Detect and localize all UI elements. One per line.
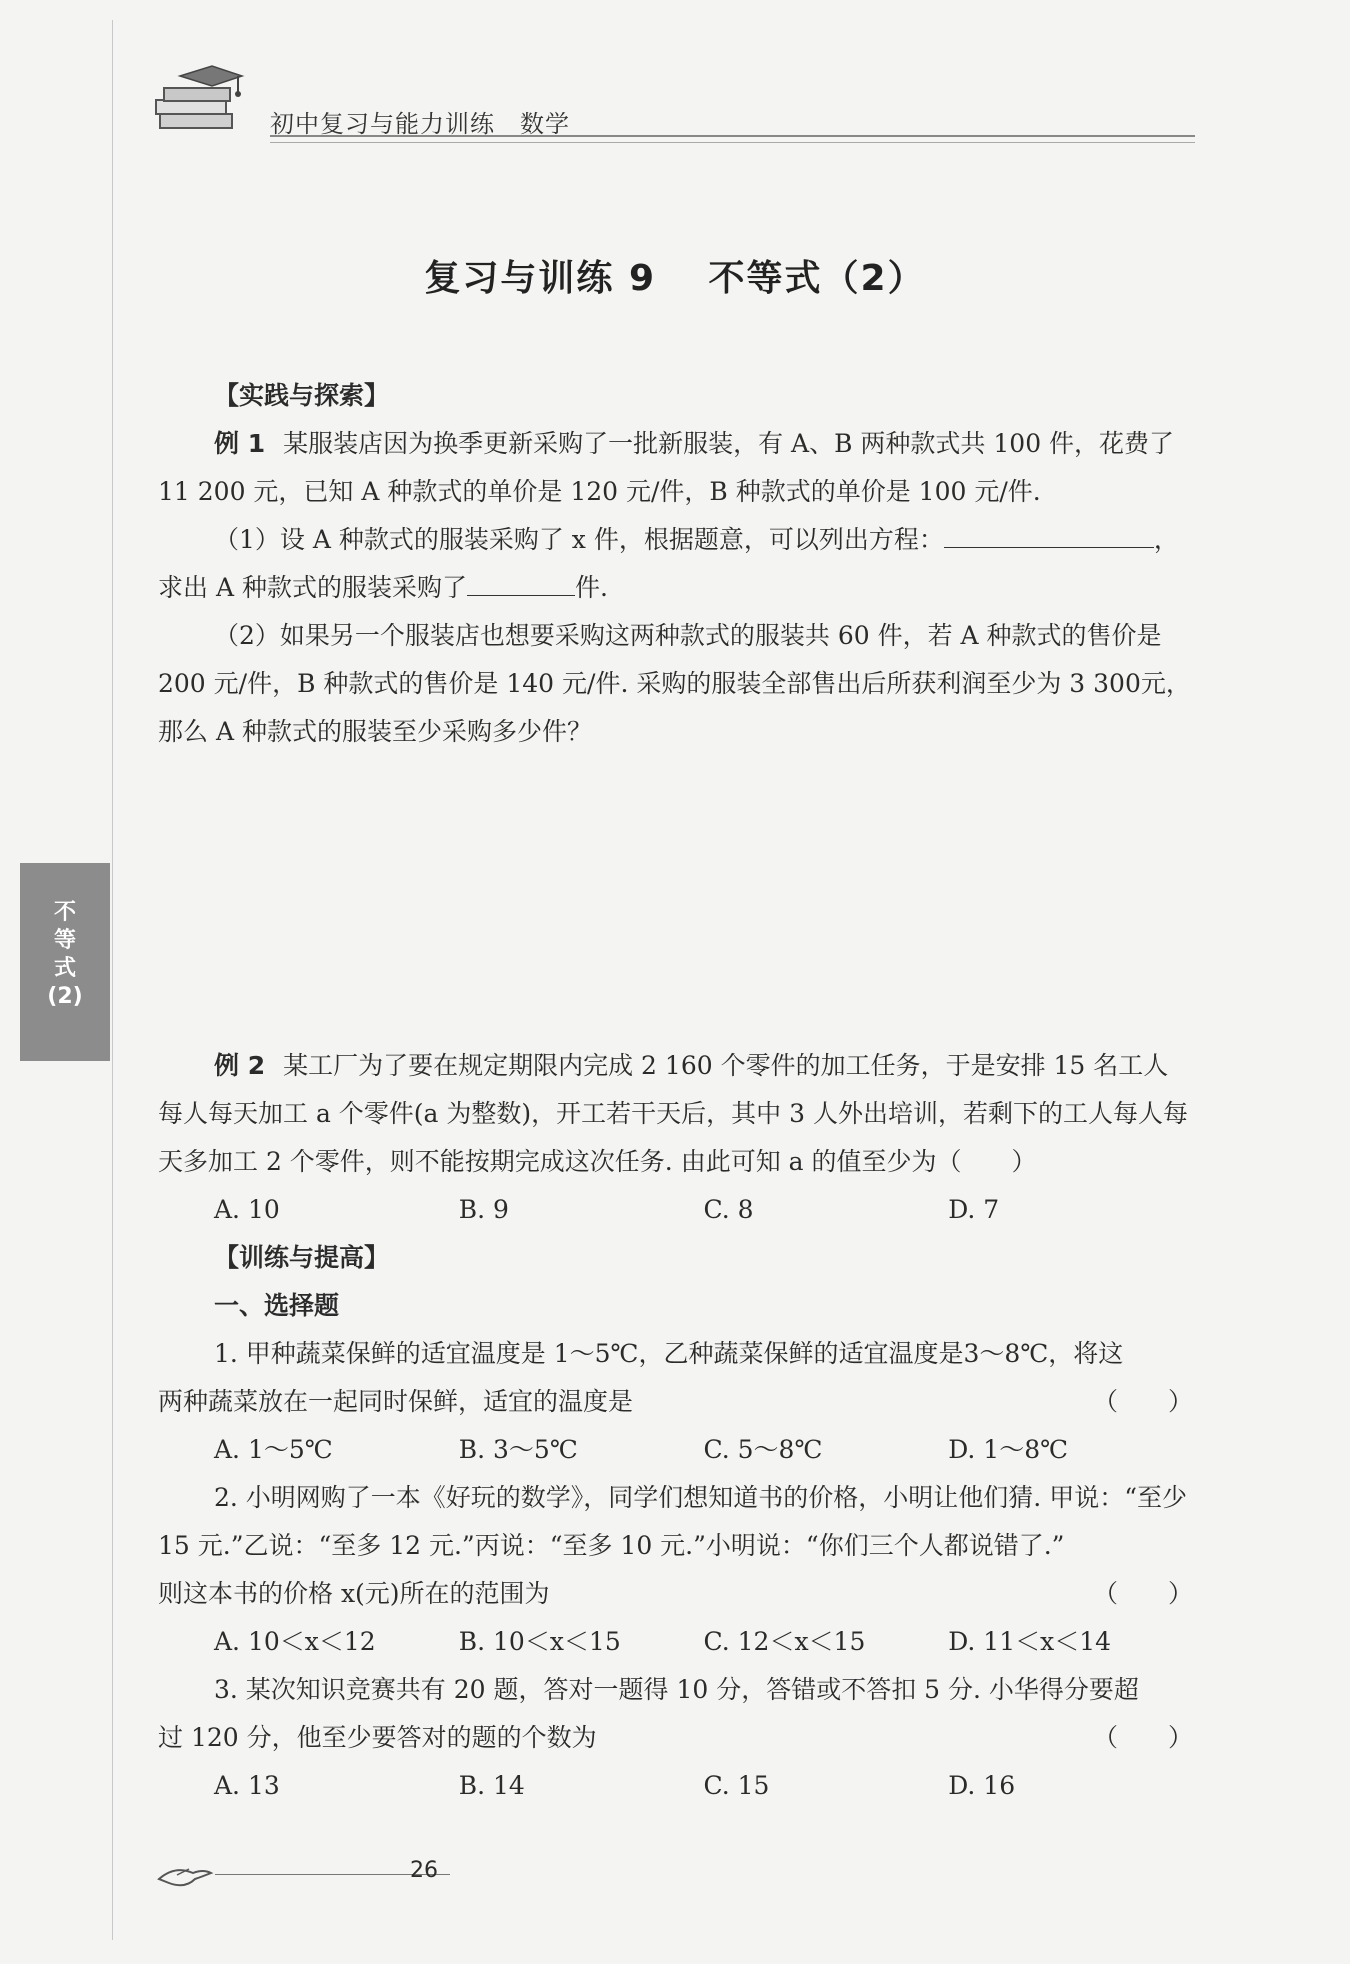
example-1-label: 例 1 xyxy=(214,429,266,458)
example-1-q1-text: （1）设 A 种款式的服装采购了 x 件，根据题意，可以列出方程： xyxy=(214,525,944,554)
question-2-text: 2. 小明网购了一本《好玩的数学》，同学们想知道书的价格，小明让他们猜. 甲说：“至少 15 元.”乙说：“至多 12 元.”丙说：“至多 10 元.”小明说：“你们三个人都说错了.” xyxy=(158,1483,1187,1560)
question-1-options xyxy=(158,1426,1193,1474)
answer-paren[interactable]: （ ） xyxy=(1092,1579,1193,1608)
example-1-part-1 xyxy=(158,516,1193,564)
option-a[interactable]: A. 13 xyxy=(214,1771,280,1800)
example-2-options xyxy=(158,1186,1193,1234)
example-1-q1-unit: 件. xyxy=(574,573,608,602)
page-number: 26 xyxy=(410,1858,438,1883)
option-a[interactable]: A. 10 xyxy=(214,1195,280,1224)
example-1-q1-text-2: 求出 A 种款式的服装采购了 xyxy=(158,573,467,602)
page-margin-line xyxy=(112,20,113,1940)
example-1-q1-comma: ， xyxy=(1153,525,1179,554)
option-c[interactable]: C. 8 xyxy=(703,1195,754,1224)
question-3-options xyxy=(158,1762,1193,1810)
question-1-line-1: 1. 甲种蔬菜保鲜的适宜温度是 1～5℃，乙种蔬菜保鲜的适宜温度是3～8℃，将这 xyxy=(214,1339,1124,1368)
option-b[interactable]: B. 14 xyxy=(458,1771,525,1800)
example-2-label: 例 2 xyxy=(214,1051,266,1080)
question-1-line-2 xyxy=(158,1378,1193,1426)
subsection-multiple-choice: 一、选择题 xyxy=(214,1291,340,1320)
header-rule xyxy=(270,135,1195,143)
answer-blank-equation[interactable] xyxy=(944,517,1154,548)
option-c[interactable]: C. 15 xyxy=(703,1771,770,1800)
bird-ornament-icon xyxy=(155,1855,215,1895)
section-heading-practice: 【实践与探索】 xyxy=(214,381,390,410)
option-b[interactable]: B. 3～5℃ xyxy=(458,1435,578,1464)
option-b[interactable]: B. 10＜x＜15 xyxy=(458,1627,621,1656)
answer-paren[interactable]: （ ） xyxy=(1092,1723,1193,1752)
answer-paren[interactable]: （ ） xyxy=(1092,1387,1193,1416)
section-heading-training: 【训练与提高】 xyxy=(214,1243,390,1272)
example-1-text: 某服装店因为换季更新采购了一批新服装，有 A、B 两种款式共 100 件，花费了 11 200 元，已知 A 种款式的单价是 120 元/件，B 种款式的单价是 100 元/件. xyxy=(158,429,1175,506)
book-title: 初中复习与能力训练 数学 xyxy=(270,110,570,138)
example-1-intro xyxy=(158,420,1193,516)
option-d[interactable]: D. 7 xyxy=(948,1195,1000,1224)
option-d[interactable]: D. 1～8℃ xyxy=(948,1435,1069,1464)
practice-section xyxy=(158,372,1193,756)
option-c[interactable]: C. 12＜x＜15 xyxy=(703,1627,866,1656)
question-2-line-2 xyxy=(158,1570,1193,1618)
answer-blank-count[interactable] xyxy=(467,565,575,596)
option-d[interactable]: D. 11＜x＜14 xyxy=(948,1627,1112,1656)
question-2-text-2: 则这本书的价格 x(元)所在的范围为 xyxy=(158,1579,550,1608)
question-1-text: 两种蔬菜放在一起同时保鲜，适宜的温度是 xyxy=(158,1387,634,1416)
option-b[interactable]: B. 9 xyxy=(458,1195,509,1224)
chapter-title: 复习与训练 9 不等式（2） xyxy=(424,258,926,299)
page-header xyxy=(150,62,1195,142)
question-3-line-1: 3. 某次知识竞赛共有 20 题，答对一题得 10 分，答错或不答扣 5 分. 小华得分要超 xyxy=(214,1675,1139,1704)
example-2 xyxy=(158,1042,1193,1810)
example-2-question xyxy=(158,1042,1193,1186)
option-a[interactable]: A. 10＜x＜12 xyxy=(214,1627,376,1656)
question-3-line-2 xyxy=(158,1714,1193,1762)
option-a[interactable]: A. 1～5℃ xyxy=(214,1435,333,1464)
example-2-text: 某工厂为了要在规定期限内完成 2 160 个零件的加工任务，于是安排 15 名工人每人每天加工 a 个零件(a 为整数)，开工若干天后，其中 3 人外出培训，若剩下的工人每人每天多加工 2 个零件，则不能按期完成这次任务. 由此可知 a 的值至少为（ ） xyxy=(158,1051,1188,1176)
side-tab-label: 不 等 式 (2) xyxy=(47,900,83,1009)
chapter-side-tab xyxy=(20,863,110,1061)
example-1-part-1-cont xyxy=(158,564,1193,612)
question-3-text: 过 120 分，他至少要答对的题的个数为 xyxy=(158,1723,597,1752)
question-2-options xyxy=(158,1618,1193,1666)
option-c[interactable]: C. 5～8℃ xyxy=(703,1435,823,1464)
example-1-part-2: （2）如果另一个服装店也想要采购这两种款式的服装共 60 件，若 A 种款式的售价是 200 元/件，B 种款式的售价是 140 元/件. 采购的服装全部售出后所获利润至少为 3 300元，那么 A 种款式的服装至少采购多少件？ xyxy=(158,621,1191,746)
option-d[interactable]: D. 16 xyxy=(948,1771,1016,1800)
books-graduation-cap-icon xyxy=(150,62,250,142)
